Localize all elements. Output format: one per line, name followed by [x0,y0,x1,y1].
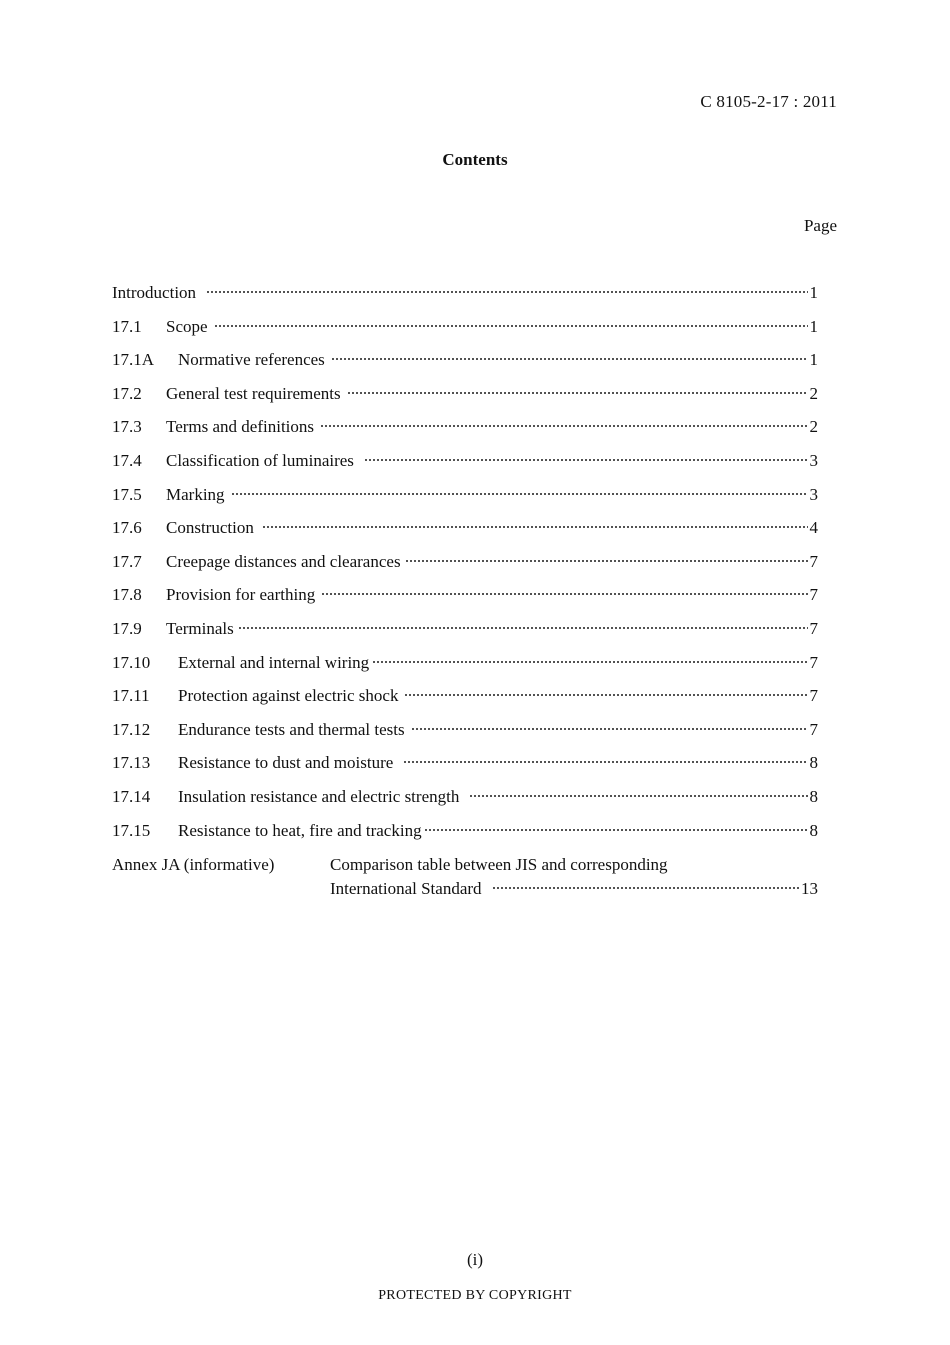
toc-entry-title: Construction [166,518,254,538]
document-code: C 8105-2-17 : 2011 [700,92,837,111]
toc-entry-page: 7 [809,719,818,739]
toc-entry-title: Resistance to heat, fire and tracking [178,820,422,840]
toc-leader-dots [469,790,807,802]
copyright-notice: PROTECTED BY COPYRIGHT [378,1288,572,1303]
toc-entry-number: 17.3 [112,417,142,437]
toc-entry-17-4[interactable] [112,450,818,484]
toc-entry-17-1[interactable] [112,316,818,350]
toc-entry-page: 4 [809,518,818,538]
toc-entry-title: Endurance tests and thermal tests [178,719,405,739]
toc-entry-title: External and internal wiring [178,652,370,672]
toc-entry-17-15[interactable] [112,820,818,854]
toc-entry-number: 17.1A [112,350,155,370]
toc-entry-title: Classification of luminaires [166,450,354,470]
toc-entry-page: 1 [809,283,818,302]
contents-title: Contents [442,150,508,169]
toc-entry-17-5[interactable] [112,484,818,518]
toc-leader-dots [321,588,807,600]
toc-entry-page: 7 [809,551,818,571]
toc-entry-number: 17.13 [112,753,151,773]
toc-entry-17-10[interactable] [112,652,818,686]
toc-leader-dots [404,689,807,701]
toc-entry-number: 17.8 [112,585,142,605]
toc-entry-17-8[interactable] [112,584,818,618]
toc-entry-17-3[interactable] [112,416,818,450]
toc-entry-17-9[interactable] [112,618,818,652]
annex-title-block [330,853,818,901]
toc-entry-page: 1 [809,350,818,370]
toc-entry-17-13[interactable] [112,752,818,786]
toc-entry-number: 17.10 [112,652,151,672]
toc-entry-17-7[interactable] [112,551,818,585]
toc-leader-dots [405,555,808,567]
toc-entry-title: Terms and definitions [166,417,315,437]
toc-entry-number: 17.2 [112,383,142,403]
toc-leader-dots [238,622,808,634]
toc-leader-dots [231,488,808,500]
toc-entry-page: 2 [809,383,818,403]
toc-entry-introduction[interactable] [112,282,818,316]
toc-entry-page: 13 [801,879,818,899]
toc-entry-number: 17.15 [112,820,151,840]
toc-leader-dots [372,656,807,668]
toc-entry-17-6[interactable] [112,517,818,551]
toc-leader-dots [424,824,808,836]
toc-entry-page: 8 [809,820,818,840]
toc-entry-17-12[interactable] [112,719,818,753]
toc-entry-title: Protection against electric shock [178,686,399,706]
toc-entry-title: Marking [166,484,225,504]
toc-entry-title: Resistance to dust and moisture [178,753,394,773]
toc-entry-number: 17.11 [112,686,150,706]
toc-entry-page: 7 [809,618,818,638]
toc-entry-page: 7 [809,686,818,706]
toc-entry-page: 8 [809,786,818,806]
annex-title-line-2: International Standard [330,879,482,899]
toc-entry-17-11[interactable] [112,685,818,719]
page-column-label: Page [803,216,837,235]
toc-entry-17-14[interactable] [112,786,818,820]
annex-label: Annex JA (informative) [112,855,275,875]
toc-leader-dots [206,286,807,298]
toc-entry-number: 17.7 [112,551,142,571]
toc-entry-title: Scope [166,316,208,336]
toc-entry-annex-ja[interactable] [112,853,818,901]
toc-entry-title: Insulation resistance and electric strength [178,786,460,806]
table-of-contents [112,282,818,901]
toc-entry-number: 17.9 [112,618,142,638]
toc-entry-page: 7 [809,652,818,672]
toc-entry-number: 17.12 [112,719,151,739]
toc-entry-number: 17.1 [112,316,142,336]
toc-leader-dots [492,882,799,894]
toc-entry-title: Terminals [166,618,234,638]
toc-entry-number: 17.4 [112,450,142,470]
toc-entry-title: Creepage distances and clearances [166,551,401,571]
annex-title-line-1: Comparison table between JIS and corresponding [330,855,668,875]
toc-entry-page: 3 [809,450,818,470]
toc-entry-title: Normative references [178,350,325,370]
toc-leader-dots [411,723,808,735]
toc-entry-number: 17.14 [112,786,151,806]
toc-entry-17-1a[interactable] [112,349,818,383]
annex-title-line-2-row [330,877,818,901]
toc-entry-number: 17.5 [112,484,142,504]
toc-entry-page: 1 [809,316,818,336]
toc-leader-dots [364,454,808,466]
toc-leader-dots [262,521,808,533]
toc-leader-dots [214,320,808,332]
toc-entry-page: 7 [809,585,818,605]
toc-entry-title: Provision for earthing [166,585,316,605]
toc-entry-title: General test requirements [166,383,341,403]
toc-entry-title: Introduction [112,283,197,302]
footer-page-number: (i) [466,1250,484,1269]
toc-entry-17-2[interactable] [112,383,818,417]
toc-entry-number: 17.6 [112,518,142,538]
toc-entry-page: 3 [809,484,818,504]
toc-entry-page: 2 [809,417,818,437]
toc-entry-page: 8 [809,753,818,773]
toc-leader-dots [403,756,807,768]
toc-leader-dots [347,387,808,399]
toc-leader-dots [320,420,807,432]
toc-leader-dots [331,353,808,365]
